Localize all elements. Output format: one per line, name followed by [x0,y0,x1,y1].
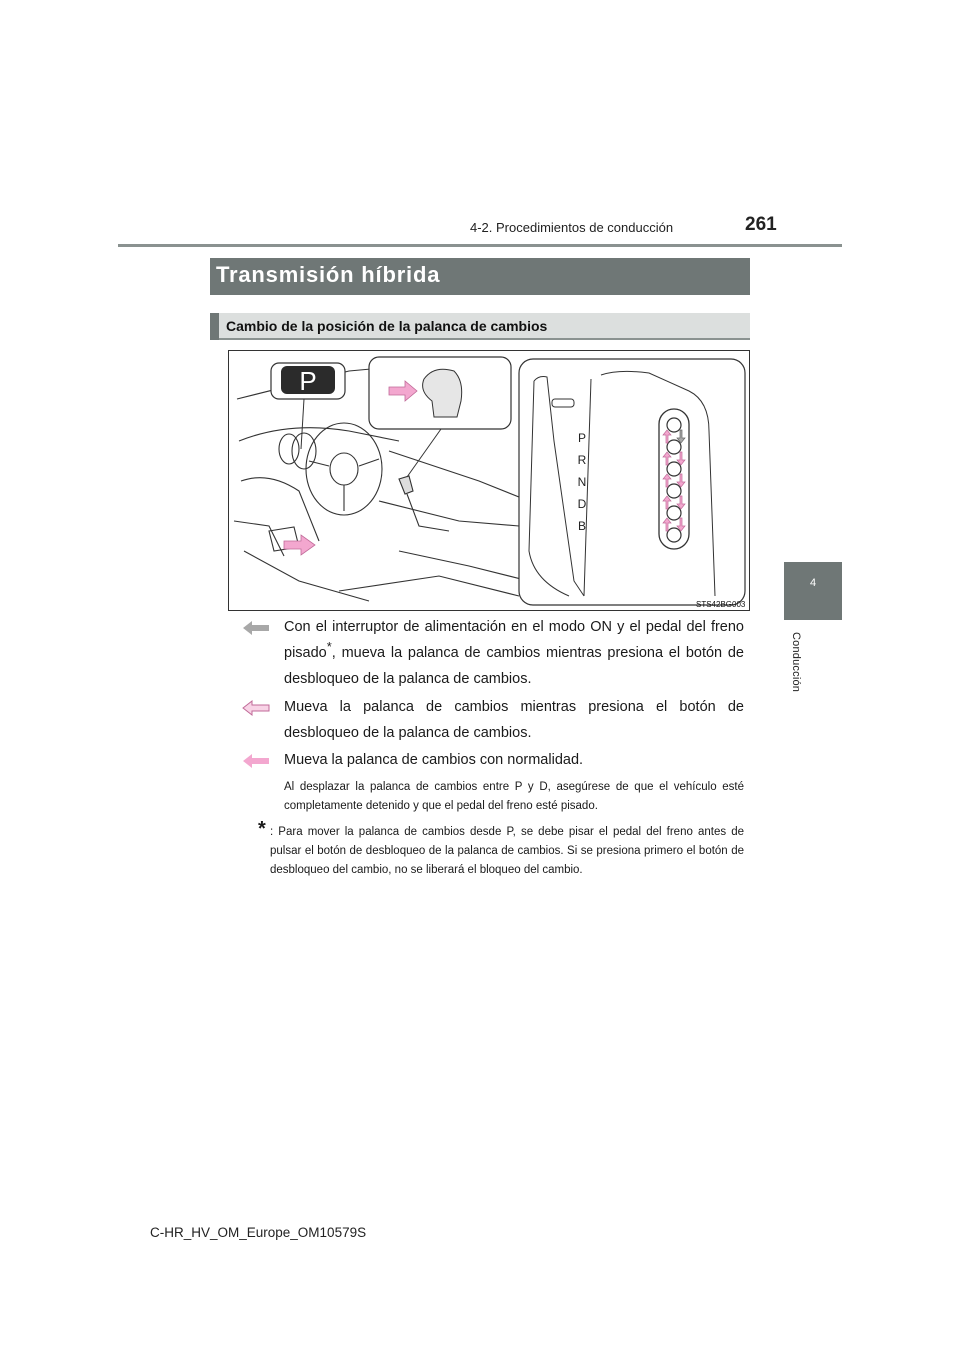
instruction-1-text-b: , mueva la palanca de cambios mientras presiona el botón de desbloqueo de la palanca de cambios. [284,645,744,687]
chapter-label: Conducción [790,632,802,693]
instruction-3: Mueva la palanca de cambios con normalidad. [284,752,584,768]
shift-lever-illustration [228,350,750,611]
gray-arrow-icon [242,620,270,636]
figure-code: STS42BG003 [696,600,746,609]
footer-document-id: C-HR_HV_OM_Europe_OM10579S [150,1225,367,1240]
subtitle-marker [210,313,219,340]
pedal-push-arrow-icon [284,535,315,555]
lever-small [399,476,413,494]
footnote-text: : Para mover la palanca de cambios desde P, se debe pisar el pedal del freno antes de pulsar el botón de desbloqueo de la palanca de cambios. Si se presiona primero el botón de desbloqueo del cambio, no se liberará el bloqueo del cambio. [270,826,744,876]
gear-label-p: P [577,431,587,445]
gear-label-b: B [577,519,587,533]
header-rule [118,244,842,247]
subtitle: Cambio de la posición de la palanca de cambios [226,318,548,334]
instruction-1 [284,614,744,692]
gear-label-d: D [577,497,587,511]
header-section-title: 4-2. Procedimientos de conducción [470,220,674,235]
gear-label-n: N [577,475,587,489]
illustration-svg [229,351,749,610]
p-callout-text: P [299,366,317,396]
footnote-ref: * [326,639,332,655]
caution-note: Al desplazar la palanca de cambios entre P y D, asegúrese de que el vehículo esté completamente detenido y que el pedal del freno esté pisado. [284,781,744,812]
chapter-number: 4 [809,577,817,589]
instruction-1-text-a: Con el interruptor de alimentación en el modo ON y el pedal del freno pisado [284,619,744,661]
instruction-2: Mueva la palanca de cambios mientras presiona el botón de desbloqueo de la palanca de cambios. [284,699,744,741]
page-number: 261 [745,214,777,235]
gear-label-r: R [577,453,587,467]
footnote-mark: * [258,818,266,840]
page-title: Transmisión híbrida [216,262,441,287]
chapter-tab[interactable] [784,562,842,620]
pink-arrow-icon [242,753,270,769]
pink-outline-arrow-icon [242,700,270,716]
